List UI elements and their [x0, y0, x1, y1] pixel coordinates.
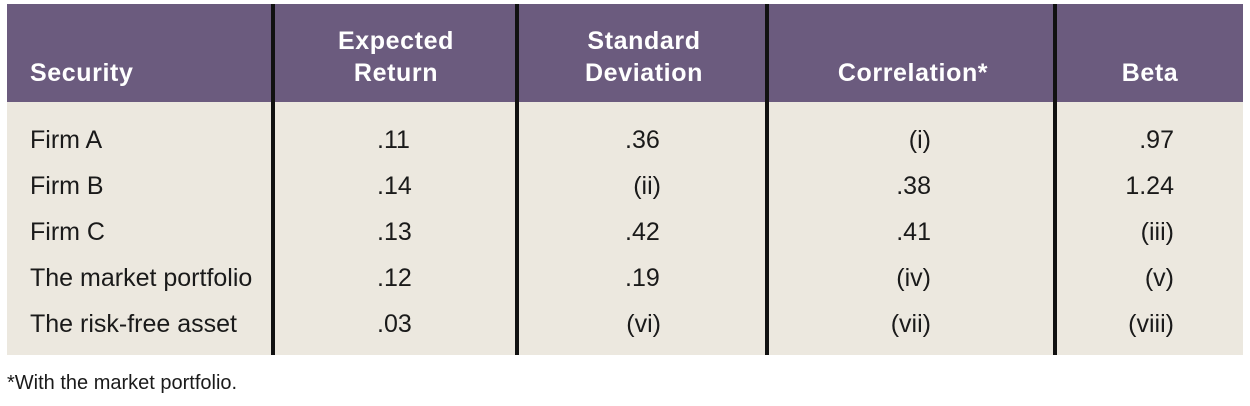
table-body	[7, 102, 1243, 355]
cell-security: The market portfolio	[30, 264, 253, 292]
cell-security: Firm A	[30, 126, 103, 154]
cell-security: The risk-free asset	[30, 310, 238, 338]
cell-expected-return: .11	[377, 126, 410, 154]
table-row	[7, 255, 1243, 301]
table-row	[7, 209, 1243, 255]
header-security: Security	[30, 59, 134, 87]
header-beta: Beta	[1121, 59, 1179, 87]
table-row	[7, 163, 1243, 209]
column-divider	[1053, 4, 1057, 355]
column-divider	[271, 4, 275, 355]
header-standard-deviation: Standard Deviation	[585, 27, 703, 87]
cell-expected-return: .14	[377, 172, 412, 200]
cell-beta: (viii)	[1128, 310, 1174, 338]
security-table	[7, 4, 1243, 355]
cell-beta: 1.24	[1125, 172, 1174, 200]
cell-standard-deviation: .36	[625, 126, 660, 154]
header-correlation: Correlation*	[837, 59, 989, 87]
cell-beta: .97	[1139, 126, 1174, 154]
cell-beta: (v)	[1144, 264, 1174, 292]
cell-security: Firm B	[30, 172, 104, 200]
table-header	[7, 4, 1243, 102]
cell-security: Firm C	[30, 218, 105, 246]
cell-correlation: .41	[896, 218, 931, 246]
column-divider	[515, 4, 519, 355]
cell-correlation: (iv)	[896, 264, 931, 292]
cell-correlation: (vii)	[890, 310, 931, 338]
table-row	[7, 117, 1243, 163]
cell-standard-deviation: (vi)	[626, 310, 661, 338]
table-row	[7, 301, 1243, 347]
cell-standard-deviation: (ii)	[633, 172, 661, 200]
column-divider	[765, 4, 769, 355]
table-footnote: *With the market portfolio.	[7, 372, 238, 394]
cell-beta: (iii)	[1140, 218, 1174, 246]
cell-expected-return: .12	[377, 264, 412, 292]
cell-correlation: (i)	[908, 126, 931, 154]
cell-standard-deviation: .19	[625, 264, 660, 292]
header-expected-return: Expected Return	[338, 27, 454, 87]
cell-correlation: .38	[896, 172, 931, 200]
cell-expected-return: .13	[377, 218, 412, 246]
cell-standard-deviation: .42	[625, 218, 660, 246]
cell-expected-return: .03	[377, 310, 412, 338]
